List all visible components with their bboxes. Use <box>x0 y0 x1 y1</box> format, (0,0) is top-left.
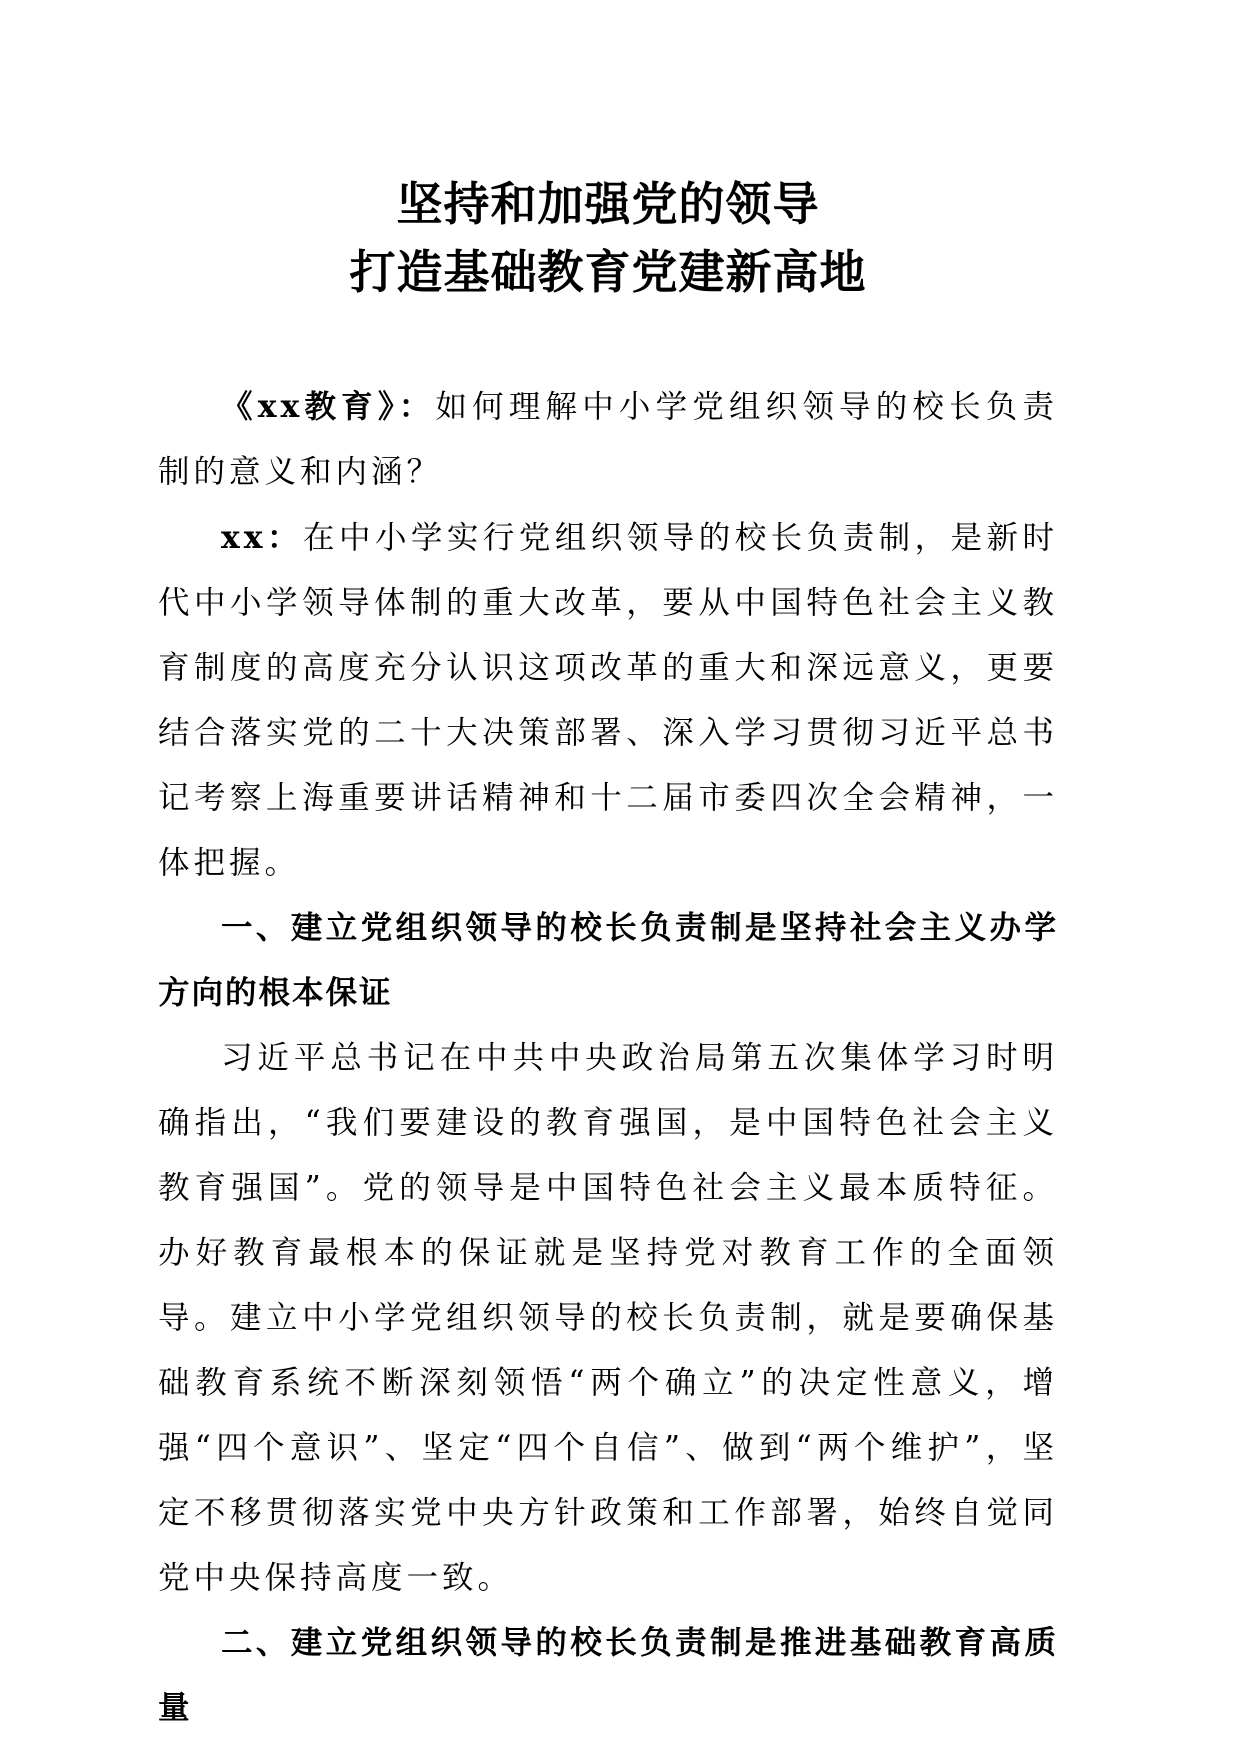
question-paragraph <box>158 374 1058 505</box>
section-1-heading: 一、建立党组织领导的校长负责制是坚持社会主义办学方向的根本保证 <box>158 910 1058 1011</box>
answer-text: 在中小学实行党组织领导的校长负责制，是新时代中小学领导体制的重大改革，要从中国特色社会主义教育制度的高度充分认识这项改革的重大和深远意义，更要结合落实党的二十大决策部署、深入学习贯彻习近平总书记考察上海重要讲话精神和十二届市委四次全会精神，一体把握。 <box>158 520 1058 881</box>
document-body <box>158 374 1058 1741</box>
document-title <box>158 170 1058 306</box>
question-lead: 《xx教育》： <box>221 388 436 425</box>
document-page <box>158 170 1058 1741</box>
title-line-2: 打造基础教育党建新高地 <box>349 245 867 299</box>
section-2-heading: 二、建立党组织领导的校长负责制是推进基础教育高质量 <box>158 1625 1058 1726</box>
title-line-1: 坚持和加强党的领导 <box>396 177 820 231</box>
answer-paragraph <box>158 505 1058 896</box>
question-text: 如何理解中小学党组织领导的校长负责制的意义和内涵？ <box>158 389 1058 490</box>
answer-lead: xx： <box>221 519 304 556</box>
section-1-paragraph: 习近平总书记在中共中央政治局第五次集体学习时明确指出，“我们要建设的教育强国，是中国特色社会主义教育强国”。党的领导是中国特色社会主义最本质特征。办好教育最根本的保证就是坚持党对教育工作的全面领导。建立中小学党组织领导的校长负责制，就是要确保基础教育系统不断深刻领悟“两个确立”的决定性意义，增强“四个意识”、坚定“四个自信”、做到“两个维护”，坚定不移贯彻落实党中央方针政策和工作部署，始终自觉同党中央保持高度一致。 <box>158 1040 1058 1596</box>
